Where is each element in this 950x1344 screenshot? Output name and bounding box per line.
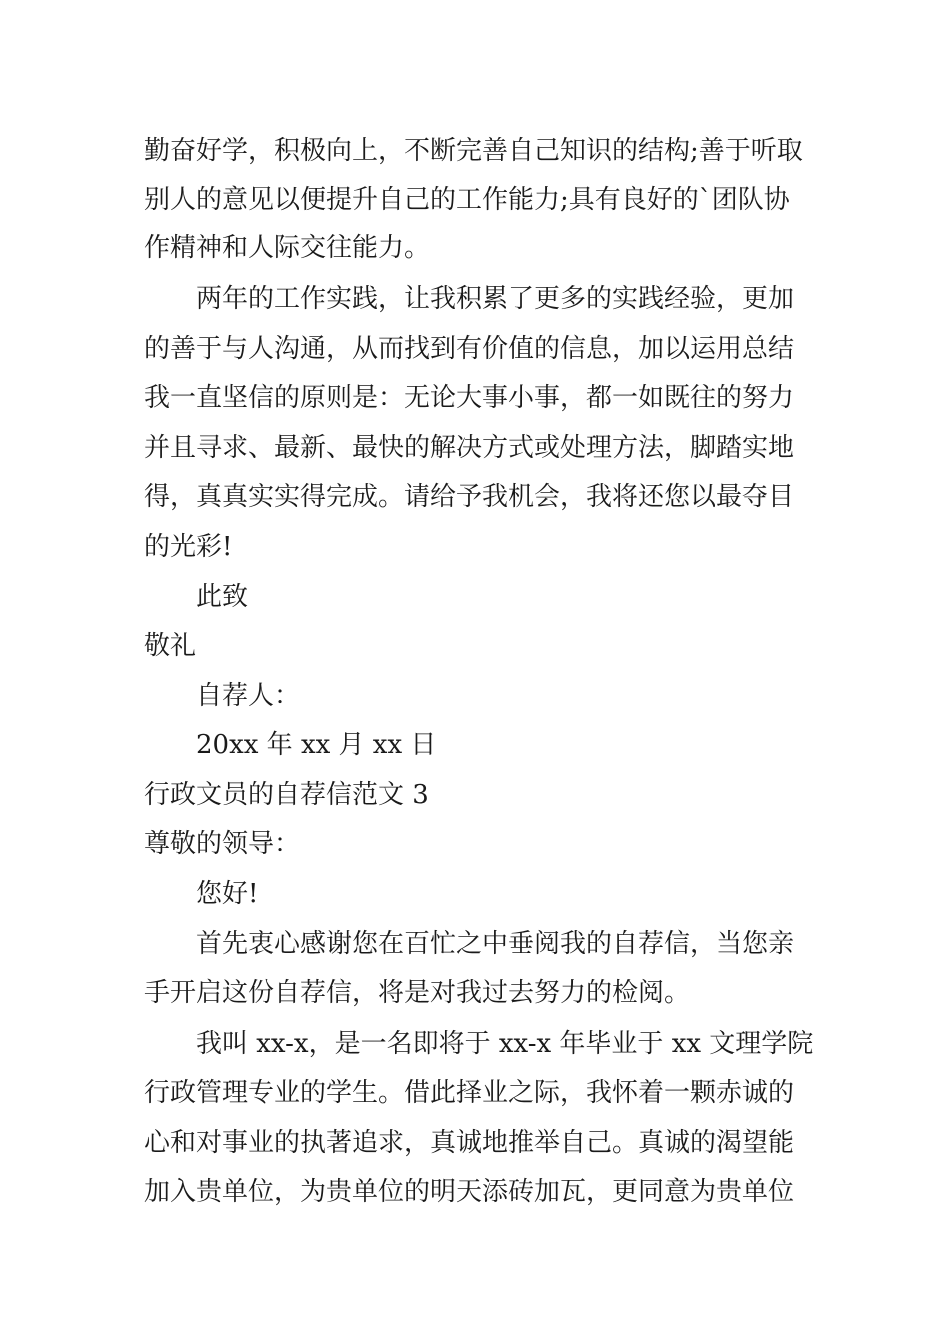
text-line: 别人的意见以便提升自己的工作能力;具有良好的`团队协 [144, 185, 790, 215]
text-line: 勤奋好学，积极向上，不断完善自己知识的结构;善于听取 [144, 136, 803, 166]
text-line: 得，真真实实得完成。请给予我机会，我将还您以最夺目 [144, 482, 795, 512]
paragraph-start: 两年的工作实践，让我积累了更多的实践经验，更加 [196, 284, 795, 314]
text-line: 作精神和人际交往能力。 [144, 233, 431, 263]
date-line: 20xx 年 xx 月 xx 日 [196, 730, 437, 760]
greeting-recipient: 尊敬的领导： [144, 829, 301, 859]
closing-regards: 敬礼 [144, 631, 197, 661]
text-line: 的善于与人沟通，从而找到有价值的信息，加以运用总结 [144, 334, 795, 364]
text-line: 手开启这份自荐信，将是对我过去努力的检阅。 [144, 978, 691, 1008]
text-line: 我一直坚信的原则是：无论大事小事，都一如既往的努力 [144, 383, 795, 413]
text-line: 并且寻求、最新、最快的解决方式或处理方法，脚踏实地 [144, 433, 795, 463]
text-line: 加入贵单位，为贵单位的明天添砖加瓦，更同意为贵单位 [144, 1177, 795, 1207]
greeting-hello: 您好! [196, 879, 259, 909]
text-line: 心和对事业的执著追求，真诚地推举自己。真诚的渴望能 [144, 1128, 795, 1158]
section-title: 行政文员的自荐信范文 3 [144, 780, 429, 810]
paragraph-start: 首先衷心感谢您在百忙之中垂阅我的自荐信，当您亲 [196, 929, 795, 959]
paragraph-start: 我叫 xx-x，是一名即将于 xx-x 年毕业于 xx 文理学院 [196, 1029, 814, 1059]
signature-label: 自荐人： [196, 681, 301, 711]
closing-salutation: 此致 [196, 582, 249, 612]
text-line: 的光彩! [144, 532, 233, 562]
text-line: 行政管理专业的学生。借此择业之际，我怀着一颗赤诚的 [144, 1078, 795, 1108]
